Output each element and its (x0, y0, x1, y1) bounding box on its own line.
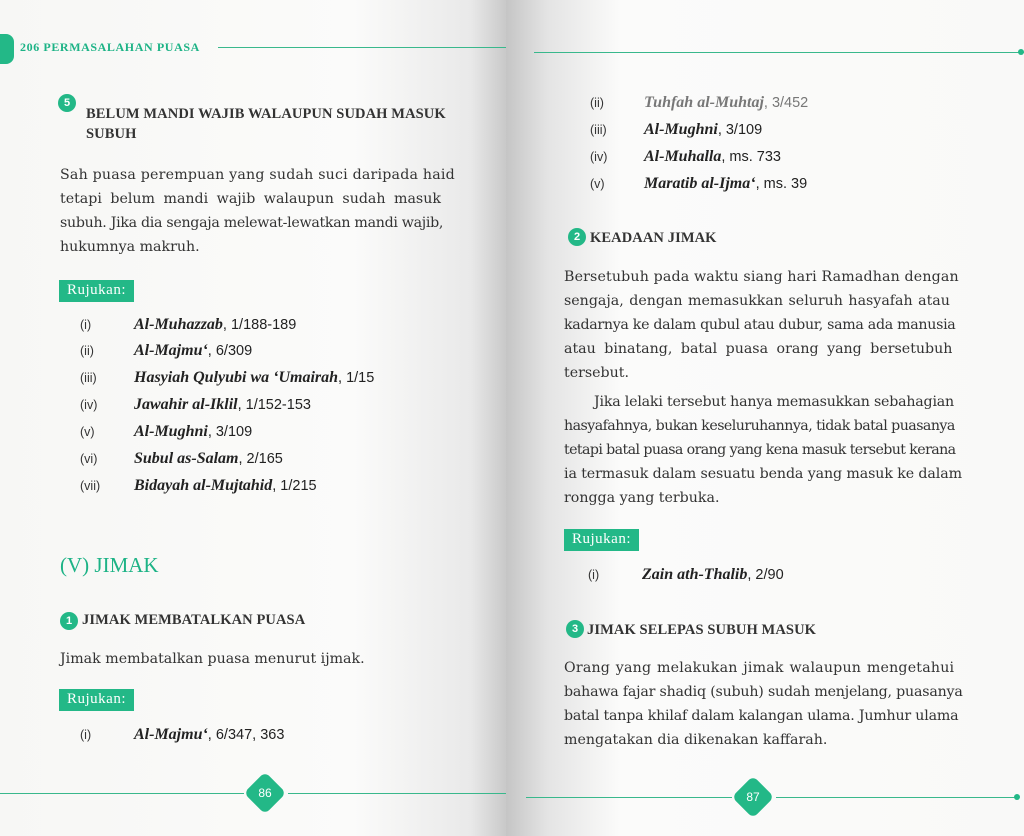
section-number-badge: 2 (568, 228, 586, 246)
section-heading-cont: SUBUH (86, 126, 137, 142)
ref-title: Bidayah al-Mujtahid (134, 477, 273, 494)
header-rule (218, 47, 506, 48)
ref-location: , ms. 733 (721, 149, 781, 165)
ref-location: , 6/309 (207, 343, 253, 359)
page-number-text: 86 (258, 786, 272, 800)
section-heading: JIMAK SELEPAS SUBUH MASUK (587, 622, 817, 638)
paragraph (564, 656, 964, 752)
page-number (737, 781, 769, 813)
ref-title: Zain ath-Thalib (642, 566, 748, 583)
ref-title: Al-Majmu‘ (134, 726, 208, 743)
ref-title: Al-Muhazzab (134, 316, 223, 333)
section-heading: KEADAAN JIMAK (590, 230, 717, 246)
paragraph-line: atau binatang, batal puasa orang yang bersetubuh (564, 341, 953, 357)
ref-title: Tuhfah al-Muhtaj (644, 94, 764, 111)
section-heading: BELUM MANDI WAJIB WALAUPUN SUDAH MASUK (86, 106, 446, 122)
ref-location: , 1/215 (272, 478, 317, 494)
paragraph (564, 390, 964, 510)
paragraph-line: kadarnya ke dalam qubul atau dubur, sama ada manusia (564, 317, 956, 333)
running-head: 206 PERMASALAHAN PUASA (20, 40, 200, 54)
ref-number: (iv) (590, 150, 608, 164)
ref-number: (ii) (80, 344, 94, 358)
ref-location: , ms. 39 (755, 176, 808, 192)
chapter-section-title: (V) JIMAK (60, 553, 159, 577)
ref-number: (iii) (590, 123, 607, 137)
paragraph-line: tersebut. (564, 365, 629, 381)
footer-rule-dot (1014, 794, 1020, 800)
paragraph-line: Sah puasa perempuan yang sudah suci daripada haid (60, 167, 455, 183)
ref-number: (iii) (80, 371, 97, 385)
reference-item (80, 423, 252, 441)
paragraph-line: sengaja, dengan memasukkan seluruh hasyafah atau (564, 293, 950, 309)
ref-number: (ii) (590, 96, 604, 110)
ref-title: Al-Mughni (644, 121, 718, 138)
reference-item (590, 175, 807, 193)
ref-title: Hasyiah Qulyubi wa ‘Umairah (134, 369, 339, 386)
ref-number: (i) (80, 728, 92, 742)
reference-item (80, 342, 252, 360)
paragraph-line: subuh. Jika dia sengaja melewat-lewatkan mandi wajib, (60, 215, 444, 231)
paragraph-line: mengatakan dia dikenakan kaffarah. (564, 732, 828, 748)
ref-number: (iv) (80, 398, 98, 412)
paragraph-line: rongga yang terbuka. (564, 490, 720, 506)
right-page (506, 0, 1024, 836)
paragraph-line: ia termasuk dalam sesuatu benda yang masuk ke dalam (564, 466, 962, 482)
paragraph: Jimak membatalkan puasa menurut ijmak. (60, 651, 365, 667)
ref-location: , 1/15 (338, 370, 375, 386)
section-heading: JIMAK MEMBATALKAN PUASA (82, 612, 306, 628)
ref-location: , 2/90 (747, 567, 784, 583)
reference-item (80, 316, 296, 334)
reference-item (80, 369, 374, 387)
reference-item (80, 726, 284, 744)
header-rule-dot (1018, 49, 1024, 55)
section-number-badge: 3 (566, 620, 584, 638)
ref-location: , 1/152-153 (237, 397, 311, 413)
reference-item (590, 148, 781, 166)
rujukan-label: Rujukan: (59, 689, 134, 711)
paragraph-line: hukumnya makruh. (60, 239, 200, 255)
paragraph-line: tetapi belum mandi wajib walaupun sudah masuk (60, 191, 441, 207)
reference-item (590, 94, 808, 112)
ref-number: (v) (590, 177, 605, 191)
reference-item (590, 121, 762, 139)
ref-number: (i) (588, 568, 600, 582)
ref-title: Subul as-Salam (134, 450, 239, 467)
reference-item (80, 450, 283, 468)
paragraph-line: Bersetubuh pada waktu siang hari Ramadhan dengan (564, 269, 959, 285)
paragraph-line: bahawa fajar shadiq (subuh) sudah menjelang, puasanya (564, 684, 963, 700)
ref-location: , 3/109 (207, 424, 253, 440)
section-number-badge: 5 (58, 94, 76, 112)
ref-number: (vii) (80, 479, 101, 493)
ref-title: Jawahir al-Iklil (134, 396, 238, 413)
ref-location: , 3/109 (717, 122, 763, 138)
ref-location: , 3/452 (763, 95, 809, 111)
reference-item (588, 566, 784, 584)
page-tab-marker (0, 34, 14, 64)
left-page (0, 0, 506, 836)
paragraph-line: hasyafahnya, bukan keseluruhannya, tidak batal puasanya (564, 418, 955, 434)
footer-rule-left (526, 797, 732, 798)
ref-location: , 1/188-189 (222, 317, 297, 333)
header-rule (534, 52, 1024, 53)
footer-rule-left (0, 793, 244, 794)
paragraph-line: batal tanpa khilaf dalam kalangan ulama. Jumhur ulama (564, 708, 959, 724)
ref-title: Al-Muhalla (644, 148, 722, 165)
paragraph (564, 265, 964, 385)
ref-title: Al-Majmu‘ (134, 342, 208, 359)
page-number (249, 777, 281, 809)
ref-number: (v) (80, 425, 95, 439)
reference-item (80, 396, 311, 414)
ref-number: (vi) (80, 452, 98, 466)
ref-location: , 2/165 (238, 451, 283, 467)
ref-number: (i) (80, 318, 92, 332)
paragraph (60, 163, 455, 259)
reference-item (80, 477, 317, 495)
footer-rule-right (288, 793, 506, 794)
paragraph-line: Jika lelaki tersebut hanya memasukkan sebahagian (594, 394, 954, 410)
footer-rule-right (776, 797, 1016, 798)
section-number-badge: 1 (60, 612, 78, 630)
paragraph-line: Orang yang melakukan jimak walaupun mengetahui (564, 660, 955, 676)
ref-location: , 6/347, 363 (207, 727, 285, 743)
ref-title: Maratib al-Ijma‘ (644, 175, 756, 192)
ref-title: Al-Mughni (134, 423, 208, 440)
rujukan-label: Rujukan: (59, 280, 134, 302)
page-number-text: 87 (746, 790, 760, 804)
paragraph-line: tetapi batal puasa orang yang kena masuk tersebut kerana (564, 442, 956, 458)
rujukan-label: Rujukan: (564, 529, 639, 551)
